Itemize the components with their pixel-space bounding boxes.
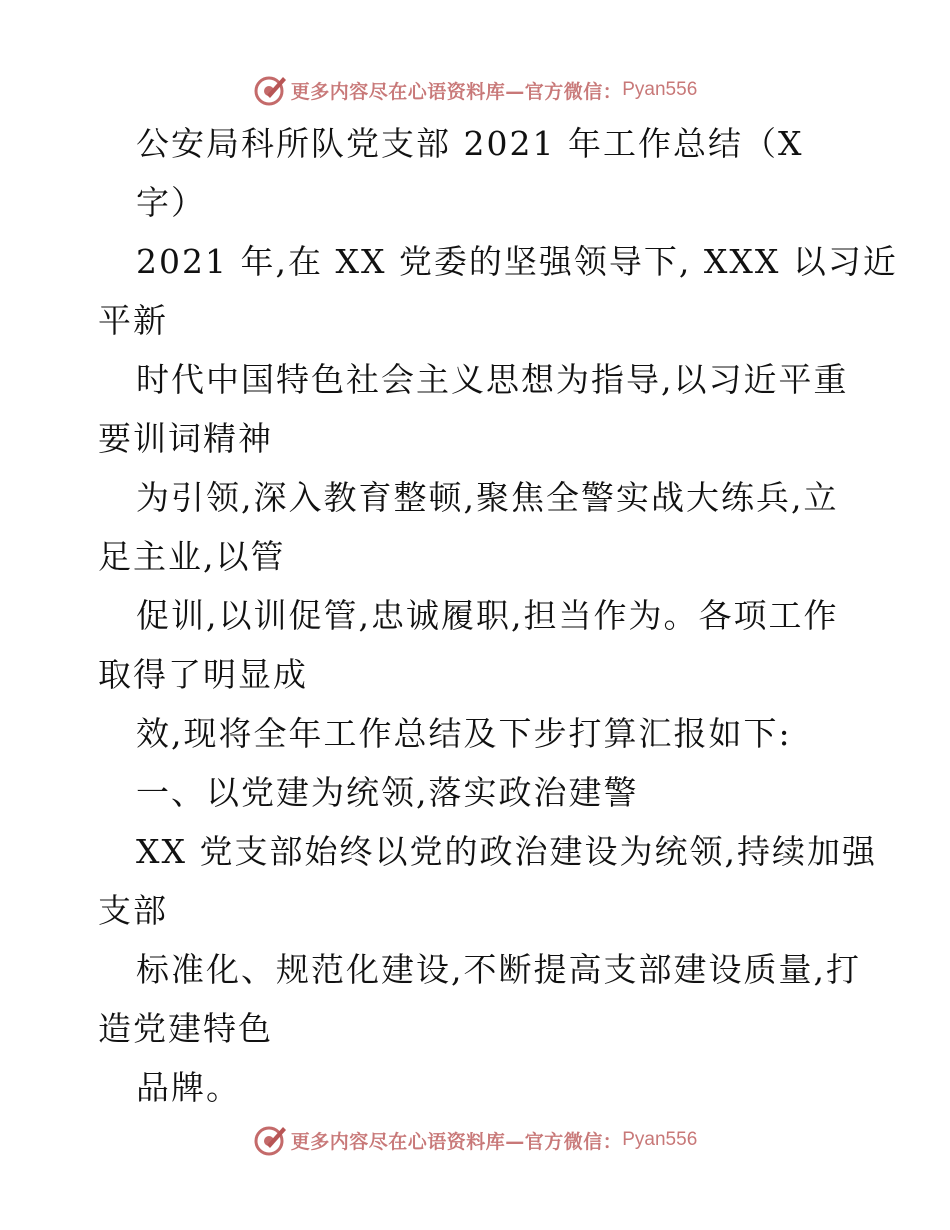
text-line: 一、以党建为统领,落实政治建警 bbox=[136, 773, 639, 812]
text-line: 字） bbox=[136, 183, 206, 222]
banner-wechat-id: Pyan556 bbox=[622, 1129, 698, 1150]
text-line: 公安局科所队党支部 2021 年工作总结（X bbox=[136, 124, 804, 163]
text-line: 促训,以训促管,忠诚履职,担当作为。各项工作 bbox=[136, 596, 839, 635]
text-line: 取得了明显成 bbox=[98, 655, 308, 694]
text-line: 足主业,以管 bbox=[98, 537, 286, 576]
text-line: 为引领,深入教育整顿,聚焦全警实战大练兵,立 bbox=[136, 478, 839, 517]
banner-text: 更多内容尽在心语资料库—官方微信： bbox=[290, 1130, 623, 1153]
text-line: 标准化、规范化建设,不断提高支部建设质量,打 bbox=[136, 950, 861, 989]
document-body bbox=[98, 114, 898, 1117]
text-line: 时代中国特色社会主义思想为指导,以习近平重 bbox=[136, 360, 849, 399]
banner-text: 更多内容尽在心语资料库—官方微信： bbox=[290, 80, 623, 103]
text-line: 品牌。 bbox=[136, 1068, 241, 1107]
text-line: 支部 bbox=[98, 891, 168, 930]
pen-logo-icon bbox=[253, 1123, 287, 1157]
text-line: 平新 bbox=[98, 301, 168, 340]
text-line: XX 党支部始终以党的政治建设为统领,持续加强 bbox=[136, 832, 877, 871]
text-line: 要训词精神 bbox=[98, 419, 273, 458]
watermark-banner-bottom bbox=[0, 1120, 950, 1160]
text-line: 效,现将全年工作总结及下步打算汇报如下: bbox=[136, 714, 792, 753]
text-line: 造党建特色 bbox=[98, 1009, 273, 1048]
banner-wechat-id: Pyan556 bbox=[622, 79, 698, 100]
pen-logo-icon bbox=[253, 73, 287, 107]
watermark-banner-top bbox=[0, 70, 950, 110]
text-line: 2021 年,在 XX 党委的坚强领导下, XXX 以习近 bbox=[136, 242, 898, 281]
